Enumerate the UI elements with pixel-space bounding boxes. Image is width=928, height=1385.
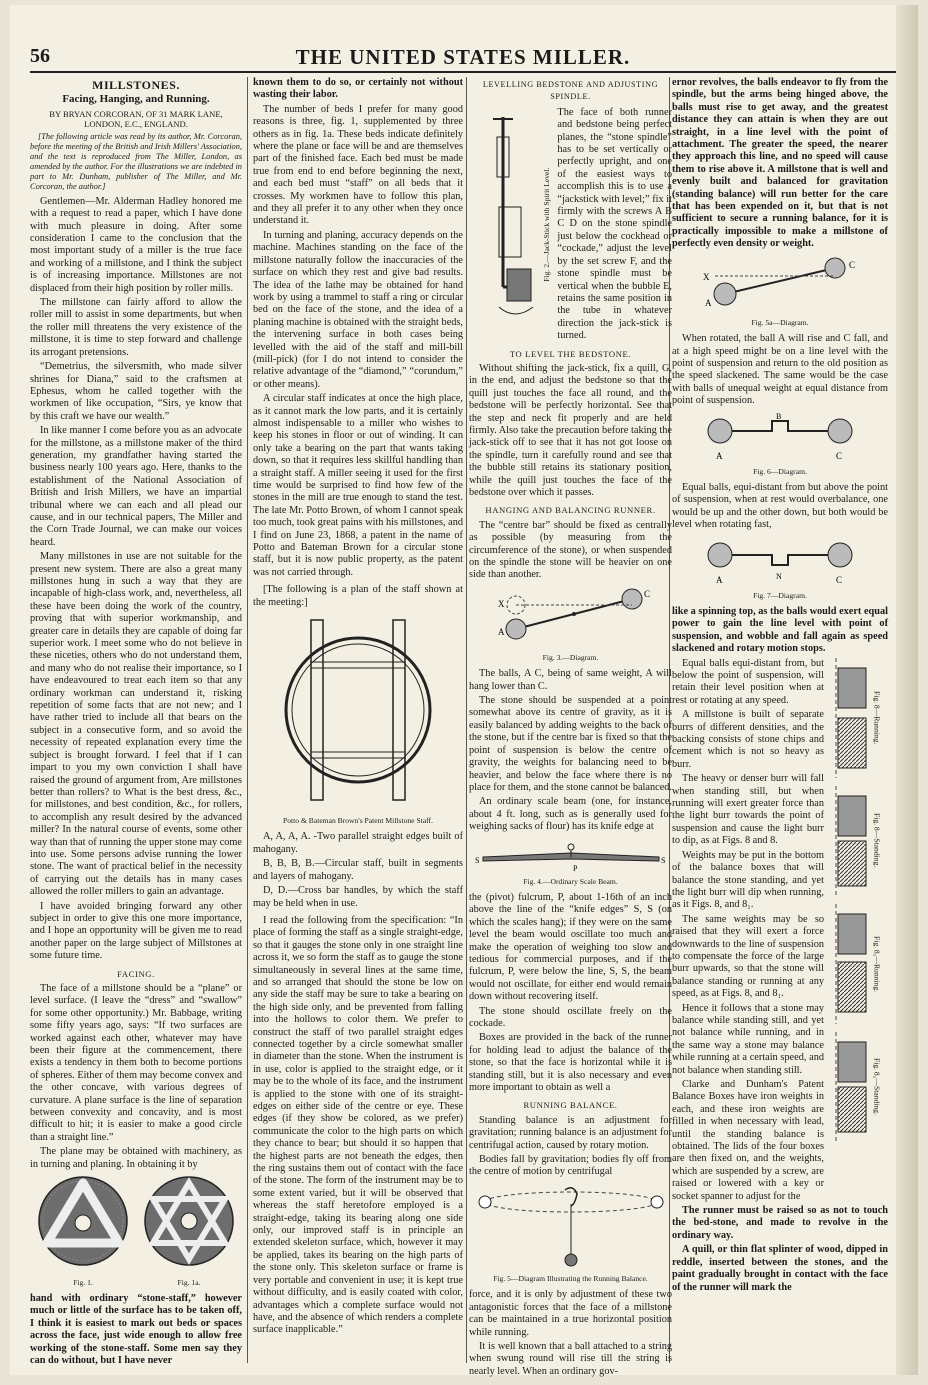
paragraph: like a spinning top, as the balls would exert equal power to gain the line level with point of suspension, and wobble and fall again as speed slackened and rotary motion stops. bbox=[672, 605, 888, 655]
editor-note: [The following article was read by its author, Mr. Corcoran, before the meeting of the British and Irish Millers' Association, and the text is reproduced from The Miller, London, as amended by the author. For the illustrations we are indebted in part to Mr. Dunham, publisher of The Miller, and Mr. Corcoran, the author.] bbox=[30, 131, 242, 191]
diagram-7 bbox=[690, 535, 870, 587]
paragraph: Weights may be put in the bottom of the balance boxes that will balance the stone standing, and yet the light burr will dip when running, as it Figs. 8, and 8₁. bbox=[672, 849, 824, 911]
label-c: C bbox=[836, 574, 843, 585]
newspaper-page bbox=[10, 5, 918, 1375]
label-a: A bbox=[497, 626, 504, 637]
paragraph: The balls, A C, being of same weight, A will hang lower than C. bbox=[469, 668, 672, 692]
paragraph: Hence it follows that a stone may balance while standing still, and yet not balance while running, and in the same way a stone may balance while running at a certain speed, and not balance when standing still. bbox=[672, 1002, 824, 1076]
column-2 bbox=[253, 77, 463, 1363]
article-title: MILLSTONES. bbox=[92, 78, 180, 92]
figure-caption: Fig. 8—Standing. bbox=[872, 813, 882, 868]
label-c: C bbox=[849, 259, 856, 270]
paragraph: The same weights may be so raised that they will exert a force downwards to the line of suspension to compensate the force of the large burr upwards, so that the stone will balance standing or running at any speed, as at Figs. 8, and 8₁. bbox=[672, 913, 824, 1000]
legend-line: B, B, B, B.—Circular staff, built in segments and layers of mahogany. bbox=[253, 858, 463, 882]
paragraph: It is well known that a ball attached to a string when swung round will rise till the string is nearly level. When an ordinary gov- bbox=[469, 1340, 672, 1377]
label-c: C bbox=[836, 450, 843, 461]
figure-8-running bbox=[828, 658, 888, 778]
balance-box-block bbox=[672, 658, 888, 1205]
diagram-3 bbox=[476, 585, 666, 649]
paragraph: The stone should oscillate freely on the cockade. bbox=[469, 1005, 672, 1029]
paragraph: Without shifting the jack-stick, fix a quill, G, in the end, and adjust the bedstone so that the quill just touches the face all round, and the bedstone will be perfectly horizontal. See that the step and neck fit properly and are held firmly. Also take the precaution before taking the jack-stick off to see that it has not got loose on the spindle, turn it carefully round and see that the bubble still retains its stationary position, while the quill just touches the face of the bedstone over which it passes. bbox=[469, 362, 672, 498]
legend-line: D, D.—Cross bar handles, by which the staff may be held when in use. bbox=[253, 885, 463, 909]
balance-text bbox=[672, 658, 824, 1205]
paragraph: The runner must be raised so as not to touch the bed-stone, and made to revolve in the ordinary way. bbox=[672, 1205, 888, 1241]
paragraph: Many millstones in use are not suitable for the present new system. There are also a great many millstones hung in such a way that they are incapable of high-class work, and, nevertheless, all these have been doing the work of the country, proving that with superior workmanship, and greater care in details they are capable of doing far superior work. I meet some who do not believe in these niceties, others who do not understand them, and many who do not realise their importance, so I have endeavoured to treat each item so that any ordinary workman can understand it, risking repetition of some facts that are not new; and I have rather tried to include all that bears on the subject in a consecutive form, and so avoid the necessity of repeated explanation every time the subject is brought forward. I feel that if I can impart to you my own conviction I shall have raised the ground of argument from, Are millstones better than rollers? to What is the best dress, &c., for millstones, and best condition, &c., for rollers, to accomplish any result desired by the advanced miller? In the natural course of events, some other way than that of running the upper stone may come into use. Some persons advise running the lower stone. The want of practical belief in the necessity of carrying out the details has in many cases allowed the roller millers to gain an advantage. bbox=[30, 551, 242, 898]
paragraph: Equal balls, equi-distant from but above the point of suspension, when at rest would overbalance, one would be up and the other down, but both would be level when rotating fast, bbox=[672, 481, 888, 531]
figure-caption: Fig. 5a—Diagram. bbox=[751, 317, 809, 327]
paragraph: The “centre bar” should be fixed as centrally as possible (by measuring from the circumference of the stone), or when suspended on the spindle the stone will be heavier on one side than another. bbox=[469, 519, 672, 581]
paragraph: A millstone is built of separate burrs of different densities, and the backing consists of stone chips and cement which is not so heavy as burr. bbox=[672, 709, 824, 770]
label-a: A bbox=[705, 297, 712, 308]
figure-caption: Fig. 1. bbox=[73, 1277, 93, 1287]
running-balance-illustration bbox=[473, 1182, 669, 1270]
paragraph: An ordinary scale beam (one, for instance, about 4 ft. long, such as is generally used for weighing sacks of flour) has its knife edge at bbox=[469, 796, 672, 833]
scale-beam-illustration bbox=[473, 837, 669, 873]
paragraph: Equal balls equi-distant from, but below the point of suspension, will retain their level position when at rest or rotating at any speed. bbox=[672, 657, 824, 706]
figure-caption: Fig. 2.—Jack-Stick with Spirit Level. bbox=[542, 167, 551, 282]
paragraph: A quill, or thin flat splinter of wood, dipped in reddle, inserted between the stones, and the paint gradually brought in contact with the face of the runner will mark the bbox=[672, 1244, 888, 1293]
figure-pair bbox=[30, 1173, 242, 1293]
paragraph: In turning and planing, accuracy depends on the machine. Machines standing on the face of the millstone naturally follow the inaccuracies of the surface on which they rest and give bad results. The idea of the lathe may be obtained for hand work by using a trammel to staff a ring or circular bed on the face of the stone, and the idea of a planing machine is obtained with the straight beds, the intervening surface in both cases being levelled with the aid of the staff and mill-bill (mill-pick) (for I do not intend to consider the relative advantage of the “diamond,” “corundum,” or other means). bbox=[253, 229, 463, 390]
figure-8-stack bbox=[828, 658, 888, 1205]
column-rule bbox=[247, 77, 248, 1363]
figure-2 bbox=[469, 107, 553, 343]
label-a: A bbox=[716, 574, 723, 585]
paragraph: Standing balance is an adjustment for gravitation; running balance is an adjustment for centrifugal action, caused by rotary motion. bbox=[469, 1114, 672, 1151]
label-n: N bbox=[776, 571, 782, 581]
figure-caption: Fig. 8—Running. bbox=[872, 690, 882, 745]
paragraph: A circular staff indicates at once the high place, as it cannot mark the low parts, and it is certainly almost indispensable to a miller who wishes to keep his stones in floor or out of winding. It can only take a bearing on the part that wants taking down, so that it requires less skillful handling than a straight staff. A miller seeing it used for the first time would be surprised to find how few of the stones in the mill are true enough to stand the test. The late Mr. Potto Brown, of whom I cannot speak too much, took great pains with his millstones, and I find on June 23, 1868, a patent in the name of Potto and Bateman Brown for a circular stone staff, but it is now public property, as the patent was not carried through. bbox=[253, 393, 463, 578]
millstone-six-beds-illustration bbox=[141, 1173, 237, 1271]
label-s: S bbox=[660, 855, 665, 865]
legend-line: A, A, A, A. -Two parallel straight edges built of mahogany. bbox=[253, 831, 463, 855]
jack-stick-block bbox=[469, 107, 672, 343]
column-4 bbox=[672, 77, 888, 1363]
paragraph: The stone should be suspended at a point somewhat above its centre of gravity, as it is easily balanced by adding weights to the back of the stone, but if the centre bar is fixed so that the point of suspension is below the centre of gravity, the weights for balancing need to be heavier, and below the face where there is no place for them, and the stone cannot be balanced. bbox=[469, 695, 672, 793]
figure-caption: Fig. 6—Diagram. bbox=[753, 466, 807, 476]
patent-staff-illustration bbox=[273, 612, 443, 812]
label-s: S bbox=[474, 855, 479, 865]
figure-caption: Fig. 1a. bbox=[177, 1277, 201, 1287]
burr-running-illustration bbox=[828, 904, 870, 1024]
paragraph: Bodies fall by gravitation; bodies fly off from the centre of motion by centrifugal bbox=[469, 1154, 672, 1178]
paragraph: ernor revolves, the balls endeavor to fly from the spindle, but the arms being hinged above, the balls must rise to get away, and the greatest distance they can attain is when they are out straight, in a line level with the point of attachment. The greater the speed, the nearer they approach this line, and no speed will cause them to rise above it. A millstone that is well and evenly built and balanced for gravitation (standing balance) will run better for the care that has been expended on it, but that is not sufficient to secure a running balance, for it is practically impossible to make a millstone of perfectly even density or weight. bbox=[672, 77, 888, 250]
figure-caption: Fig. 3.—Diagram. bbox=[542, 652, 599, 662]
figure-caption: Potto & Bateman Brown's Patent Millstone Staff. bbox=[283, 816, 433, 826]
figure-caption: Fig. 7—Diagram. bbox=[753, 590, 807, 600]
figure-1a bbox=[141, 1173, 237, 1293]
figure-caption: Fig. 5—Diagram Illustrating the Running Balance. bbox=[493, 1273, 648, 1283]
paragraph: known them to do so, or certainly not without wasting their labor. bbox=[253, 77, 463, 101]
figure-caption: Fig. 8₁—Standing. bbox=[872, 1058, 882, 1116]
paragraph: Gentlemen—Mr. Alderman Hadley honored me with a request to read a paper, which I have done with much pleasure in doing. After some consideration I came to the conclusion that the most important study of a miller is the true face and working of a millstone, and I think the subject is of increasing importance. Millstones are not displaced from their high position by roller mills. bbox=[30, 195, 242, 294]
paragraph: The plane may be obtained with machinery, as in turning and planing. In obtaining it by bbox=[30, 1146, 242, 1170]
figure-81-standing bbox=[828, 1032, 888, 1142]
page-header bbox=[30, 45, 896, 73]
masthead: THE UNITED STATES MILLER. bbox=[295, 45, 631, 69]
figure-1 bbox=[35, 1173, 131, 1293]
paragraph: the (pivot) fulcrum, P, about 1-16th of an inch above the line of the “knife edges” S, S (on which the scales hang); if they were on the same level the beam would oscillate too much and make the operation of weighing too slow and tedious for commercial purposes, and if the fulcrum, P, were below the line, S, S, the beam would not oscillate, for either end would remain down without recovering itself. bbox=[469, 891, 672, 1003]
column-1 bbox=[30, 77, 242, 1366]
label-a: A bbox=[716, 450, 723, 461]
paragraph: force, and it is only by adjustment of these two antagonistic forces that the face of a millstone can be maintained in a true horizontal position while running. bbox=[469, 1289, 672, 1338]
label-p: P bbox=[572, 863, 577, 873]
paragraph: The face of a millstone should be a “plane” or level surface. (I leave the “dress” and “swallow” for some other opportunity.) Mr. Babbage, writing some fifty years ago, says: “If two surfaces are worked against each other, whatever may have been their figure at the commencement, there exists a tendency in them both to become portions of spheres. Either of them may become convex and the other concave, with various degrees of curvature. A plane surface is the line of separation between convexity and concavity, and is most difficult to hit; it is easier to make a good circle than a straight line.” bbox=[30, 983, 242, 1143]
byline: BY BRYAN CORCORAN, OF 31 MARK LANE, LONDON, E.C., ENGLAND. bbox=[49, 108, 223, 129]
label-x: X bbox=[703, 271, 710, 282]
column-3 bbox=[469, 77, 672, 1377]
paragraph: The millstone can fairly afford to allow the roller mill to assist in some departments, but when the roller mill threatens the very existence of the millstone, it is time to step forward and challenge its arrogant pretensions. bbox=[30, 297, 242, 358]
paragraph: When rotated, the ball A will rise and C fall, and at a high speed might be on a line level with the point of suspension and return to the old position as the speed slackened. The same would be the case with balls of unequal weight at equal distance from point of suspension. bbox=[672, 333, 888, 407]
paragraph: Clarke and Dunham's Patent Balance Boxes have iron weights in each, and these iron weights are filled in when necessary with lead, until the standing balance is obtained. The lids of the four boxes are then fixed on, and the weights, which are suspended by a screw, are raised or lowered with a key or socket spanner to adjust for the bbox=[672, 1079, 824, 1202]
page-edge bbox=[896, 5, 918, 1375]
burr-running-illustration bbox=[828, 658, 870, 778]
jack-stick-illustration bbox=[469, 107, 539, 327]
burr-standing-illustration bbox=[828, 1032, 870, 1142]
paragraph: I read the following from the specification: “In place of forming the staff as a single straight-edge, so that it gauges the stone only in one straight line across it, we so form the staff as to gauge the stone simultaneously in several lines at the same time, and so arranged that should the stone be low on any side the staff may be sure to take a bearing on the high side only, and be prevented from falling into the hollows to color them. We prefer to construct the staff of two parallel straight edges connected together by a circle somewhat smaller in diameter than the stone. When the instrument is in use, color is applied to the straight edge, or it may be to the whole of its face, and the instrument is applied to the stone with one of its straight-edges on either side of the centre or eye. These edges (if they show be colored, as we prefer) communicate the color to the high parts on which they chance to bear; but should it so happen that the highest parts are not beneath the edges, then the ring sustains them out of contact with the face of the stone. The form of the instrument may be to some extent varied, but it will be observed that whereas the staff heretofore employed is a straight-edge, taking its bearing along one side only, our improved staff is in principle an extended skeleton surface, which, however it may be applied, takes its bearing on the high parts of the stone only. This skeleton surface or frame is very portable and convenient in use; it is kept true without difficulty, and is easily coated with color, advantages which a complete surface would not have, and the absence of which renders a complete surface inapplicable.” bbox=[253, 914, 463, 1336]
paragraph: Boxes are provided in the back of the runner for holding lead to adjust the balance of the stone, so that the face is horizontal while it is standing still, but it is also necessary and even more important to obtain as well a bbox=[469, 1032, 672, 1094]
section-heading: FACING. bbox=[117, 968, 155, 979]
figure-caption: Fig. 8₁—Running. bbox=[872, 935, 882, 992]
section-heading: TO LEVEL THE BEDSTONE. bbox=[509, 348, 632, 359]
section-heading: HANGING AND BALANCING RUNNER. bbox=[485, 505, 656, 516]
millstone-beds-illustration bbox=[35, 1173, 131, 1271]
column-rule bbox=[466, 77, 467, 1363]
figure-caption: Fig. 4.—Ordinary Scale Beam. bbox=[523, 876, 618, 886]
article-subtitle: Facing, Hanging, and Running. bbox=[62, 93, 210, 106]
label-c: C bbox=[643, 588, 650, 599]
paragraph: hand with ordinary “stone-staff,” however much or little of the surface has to be taken off, I think it is easiest to mark out beds or spaces across the face, just wide enough to allow free working of the stone-staff. Some men say they can do without, but I have never bbox=[30, 1292, 242, 1366]
paragraph: The number of beds I prefer for many good reasons is three, fig. 1, supplemented by three others as in fig. 1a. These beds indicate definitely where the plane or face will be and are themselves part of the finished face. Each bed must be made true from end to end before beginning the next, and each bed must “staff” on all beds that it crosses. My workmen have to follow this plan, and they all prefer it to any other when they once understand it. bbox=[253, 103, 463, 227]
paragraph: “Demetrius, the silversmith, who made silver shrines for Diana,” said to the craftsmen at Ephesus, whom he called together with the workmen of like occupation, “Sirs, ye know that by this craft we have our wealth.” bbox=[30, 361, 242, 422]
figure-8-standing bbox=[828, 786, 888, 896]
diagram-6 bbox=[690, 411, 870, 463]
label-b: B bbox=[776, 411, 782, 421]
paragraph: In like manner I come before you as an advocate for the millstone, as a millstone maker of the third generation, my grandfather having started the business nearly 100 years ago. Here, thanks to the establishment of the National Association of British and Irish Millers, we have an impartial tribunal where we can each and all plead our cause, and in our technical papers, The Miller and the Corn Trade Journal, we can make our voices heard. bbox=[30, 425, 242, 548]
page-number: 56 bbox=[30, 45, 50, 67]
section-heading: LEVELLING BEDSTONE AND ADJUSTING SPINDLE. bbox=[482, 80, 659, 102]
paragraph: The heavy or denser burr will fall when standing still, but when running will exert greater force than the light burr towards the point of suspension and cause the light burr to dip, as at Figs. 8 and 8. bbox=[672, 773, 824, 847]
paragraph: [The following is a plan of the staff shown at the meeting:] bbox=[253, 584, 463, 608]
section-heading: RUNNING BALANCE. bbox=[523, 1100, 618, 1111]
diagram-5a bbox=[685, 254, 875, 314]
paragraph: I have avoided bringing forward any other subject in order to give this one more importance, and I hope an opportunity will be given me to read another paper on the large subject of Millstones at some future time. bbox=[30, 900, 242, 962]
label-x: X bbox=[497, 598, 504, 609]
figure-81-running bbox=[828, 904, 888, 1024]
level-text: The face of both runner and bedstone being perfect planes, the “stone spindle” has to be set vertically or perfectly upright, and one of the easiest ways to accomplish this is to use a “jackstick with level;” fix it firmly with the screws A B C D on the stone spindle just below the cockhead or “cockade,” adjust the level by the set screw F, and the stone spindle must be vertical when the bubble E, retains the same position in the tube in whatever direction the jack-stick is turned. bbox=[557, 106, 672, 342]
burr-standing-illustration bbox=[828, 786, 870, 896]
